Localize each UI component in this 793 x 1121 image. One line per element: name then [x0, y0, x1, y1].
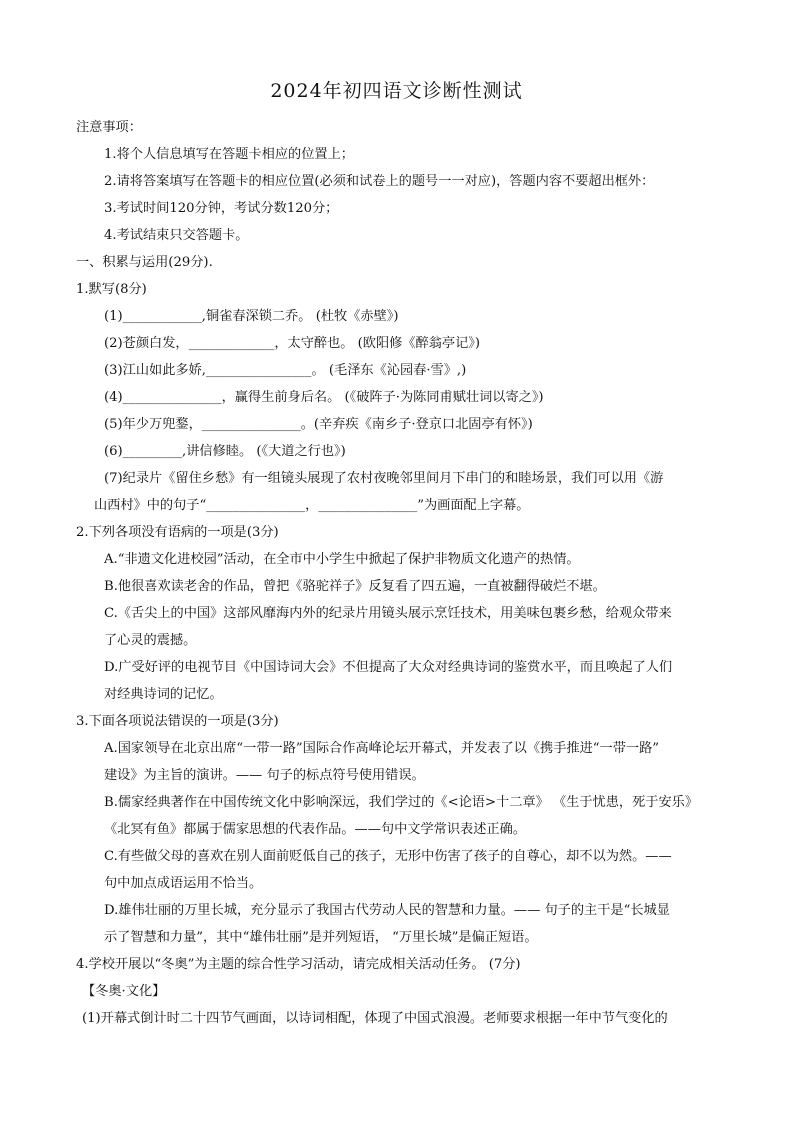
notice-item: 2.请将答案填写在答题卡的相应位置(必须和试卷上的题号一一对应)，答题内容不要超出框外： — [104, 174, 655, 189]
page-title: 2024年初四语文诊断性测试 — [270, 80, 523, 102]
question-heading: 3.下面各项说法错误的一项是(3分) — [76, 714, 279, 729]
question-line: (4)_______________，赢得生前身后名。 (《破阵子·为陈同甫赋壮词以寄之》) — [104, 390, 544, 405]
notice-item: 4.考试结束只交答题卡。 — [104, 228, 249, 243]
question-heading: 2.下列各项没有语病的一项是(3分) — [76, 525, 279, 540]
option-line: 《北冥有鱼》都属于儒家思想的代表作品。——句中文学常识表述正确。 — [104, 822, 526, 837]
option-line: A.国家领导在北京出席“一带一路”国际合作高峰论坛开幕式，并发表了以《携手推进“一带一路” — [104, 741, 659, 756]
option-line: D.广受好评的电视节目《中国诗词大会》不但提高了大众对经典诗词的鉴赏水平，而且唤起了人们 — [104, 660, 673, 675]
question-line: 山西村》中的句子“_______________，_______________”为画面配上字幕。 — [94, 498, 530, 513]
notice-item: 1.将个人信息填写在答题卡相应的位置上； — [104, 147, 354, 162]
question-line: (6)_________,讲信修睦。 (《大道之行也》) — [104, 444, 346, 459]
question-line: (3)江山如此多娇,________________。 (毛泽东《沁园春·雪》,) — [104, 363, 467, 378]
option-line: 句中加点成语运用不恰当。 — [104, 876, 263, 891]
question-line: (1)____________,铜雀春深锁二乔。 (杜牧《赤壁》) — [104, 309, 399, 324]
question-line: (7)纪录片《留住乡愁》有一组镜头展现了农村夜晚邻里间月下串门的和睦场景，我们可以用《游 — [104, 471, 664, 486]
option-line: C.《舌尖上的中国》这部风靡海内外的纪录片用镜头展示烹饪技术，用美味包裹乡愁，给观众带来 — [104, 606, 672, 621]
section-heading: 一、积累与运用(29分). — [76, 255, 213, 270]
question-line: (5)年少万兜鍪，_______________。(辛弃疾《南乡子·登京口北固亭有怀》) — [104, 417, 533, 432]
question-heading: 1.默写(8分) — [76, 282, 147, 297]
option-line: 对经典诗词的记忆。 — [104, 687, 223, 702]
option-line: C.有些做父母的喜欢在别人面前贬低自己的孩子，无形中伤害了孩子的自尊心，却不以为然。—— — [104, 849, 672, 864]
option-line: 了心灵的震撼。 — [104, 633, 197, 648]
question-heading: 4.学校开展以“冬奥”为主题的综合性学习活动，请完成相关活动任务。 (7分) — [76, 957, 521, 972]
option-line: D.雄伟壮丽的万里长城，充分显示了我国古代劳动人民的智慧和力量。—— 句子的主干是“长城显 — [104, 903, 670, 918]
notice-heading: 注意事项： — [76, 120, 142, 135]
option-line: B.他很喜欢读老舍的作品，曾把《骆驼祥子》反复看了四五遍，一直被翻得破烂不堪。 — [104, 579, 606, 594]
question-line: (1)开幕式倒计时二十四节气画面，以诗词相配，体现了中国式浪漫。老师要求根据一年中节气变化的 — [82, 1011, 668, 1026]
notice-item: 3.考试时间120分钟，考试分数120分； — [104, 201, 339, 216]
question-line: (2)苍颜白发，_____________，太守醉也。 (欧阳修《醉翁亭记》) — [104, 336, 481, 351]
option-line: 建设》为主旨的演讲。—— 句子的标点符号使用错误。 — [104, 768, 425, 783]
option-line: A.“非遗文化进校园”活动，在全市中小学生中掀起了保护非物质文化遗产的热情。 — [104, 552, 580, 567]
subsection-heading: 【冬奥·文化】 — [82, 984, 166, 999]
option-line: B.儒家经典著作在中国传统文化中影响深远，我们学过的《<论语>十二章》 《生于忧患，死于安乐》 — [104, 795, 699, 810]
option-line: 示了智慧和力量”，其中“雄伟壮丽”是并列短语， “万里长城”是偏正短语。 — [104, 930, 538, 945]
